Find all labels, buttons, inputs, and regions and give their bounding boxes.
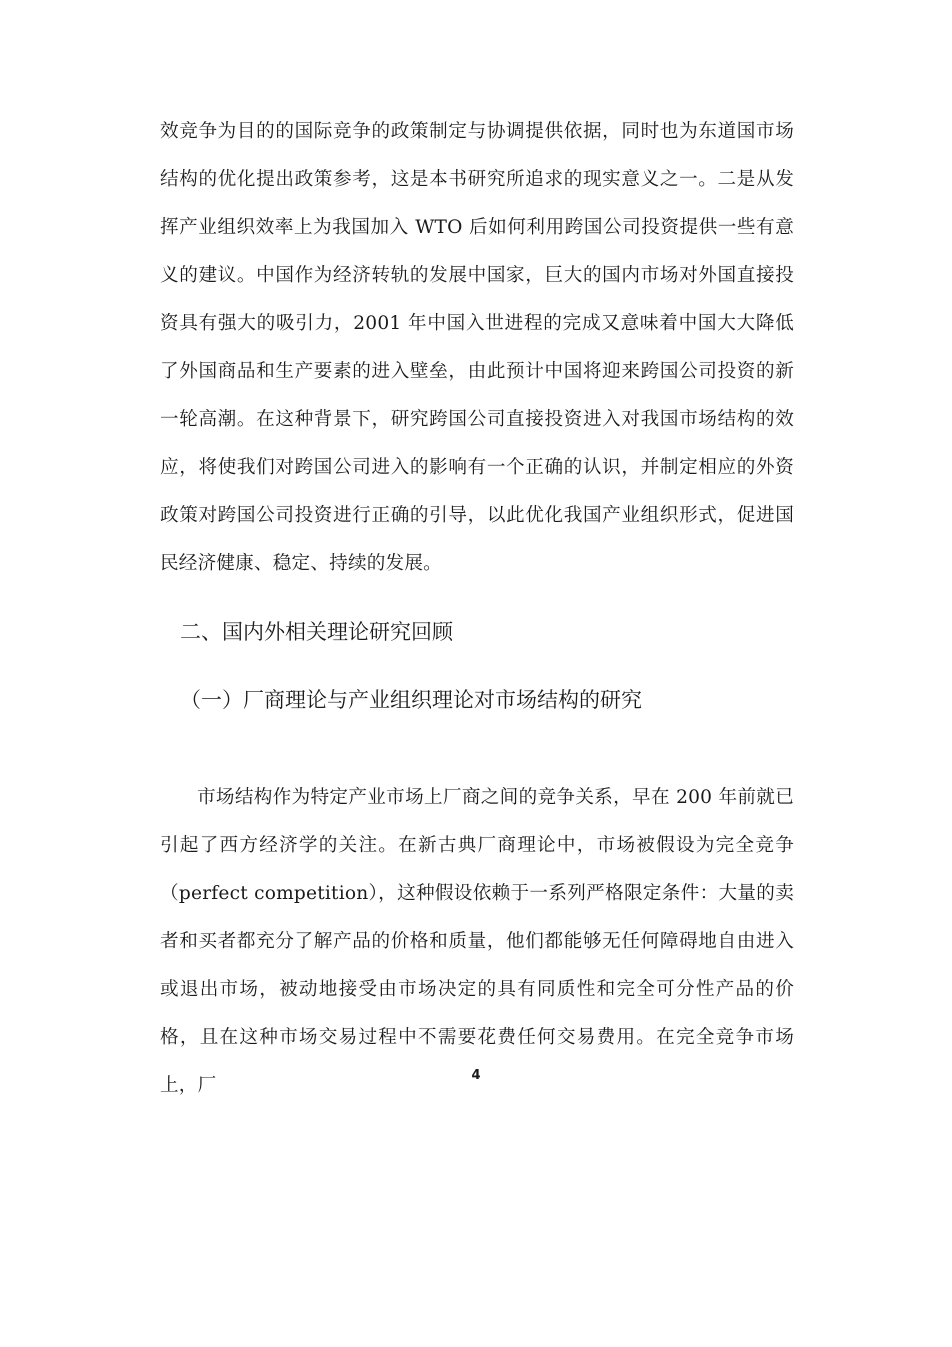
section-heading: 二、国内外相关理论研究回顾 — [180, 620, 453, 644]
body-paragraph: 市场结构作为特定产业市场上厂商之间的竞争关系，早在 200 年前就已引起了西方经济学的关注。在新古典厂商理论中，市场被假设为完全竞争（perfect competition），这种假设依赖于一系列严格限定条件：大量的卖者和买者都充分了解产品的价格和质量，他们都能够无任何障碍地自由进入或退出市场，被动地接受由市场决定的具有同质性和完全可分性产品的价格，且在这种市场交易过程中不需要花费任何交易费用。在完全竞争市场上，厂 — [160, 787, 794, 1096]
page-number: 4 — [471, 1068, 481, 1083]
subsection-heading: （一）厂商理论与产业组织理论对市场结构的研究 — [180, 688, 642, 712]
body-paragraph: 效竞争为目的的国际竞争的政策制定与协调提供依据，同时也为东道国市场结构的优化提出政策参考，这是本书研究所追求的现实意义之一。二是从发挥产业组织效率上为我国加入 WTO 后如何利用跨国公司投资提供一些有意义的建议。中国作为经济转轨的发展中国家，巨大的国内市场对外国直接投资具有强大的吸引力，2001 年中国入世进程的完成又意味着中国大大降低了外国商品和生产要素的进入壁垒，由此预计中国将迎来跨国公司投资的新一轮高潮。在这种背景下，研究跨国公司直接投资进入对我国市场结构的效应，将使我们对跨国公司进入的影响有一个正确的认识，并制定相应的外资政策对跨国公司投资进行正确的引导，以此优化我国产业组织形式，促进国民经济健康、稳定、持续的发展。 — [160, 121, 794, 574]
